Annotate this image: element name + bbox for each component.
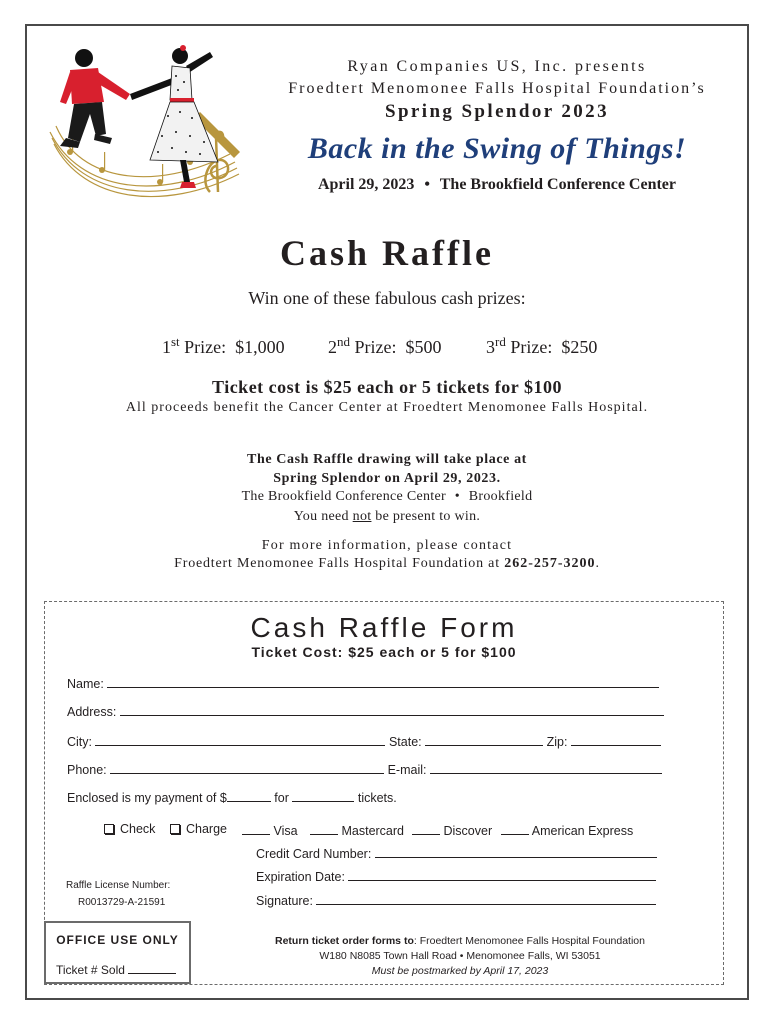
mastercard-blank[interactable] bbox=[310, 822, 338, 835]
card-visa[interactable] bbox=[242, 822, 298, 838]
form-subtitle: Ticket Cost: $25 each or 5 for $100 bbox=[251, 644, 517, 660]
phone-row bbox=[67, 761, 662, 777]
prize-ordinal: 1 bbox=[162, 337, 171, 357]
phone-label: Phone: bbox=[67, 763, 107, 777]
for-label: for bbox=[274, 791, 289, 805]
expiration-field[interactable] bbox=[348, 868, 656, 881]
prize-ordinal: 3 bbox=[486, 337, 495, 357]
city-row bbox=[67, 733, 661, 749]
signature-row bbox=[256, 892, 656, 908]
prize-suffix: st bbox=[171, 334, 180, 349]
drawing-city: Brookfield bbox=[468, 489, 533, 504]
visa-blank[interactable] bbox=[242, 822, 270, 835]
return-label: Return ticket order forms to bbox=[275, 935, 414, 947]
zip-label: Zip: bbox=[546, 735, 568, 749]
event-date: April 29, 2023 bbox=[317, 176, 415, 193]
foundation-line: Froedtert Menomonee Falls Hospital Foundation’s bbox=[288, 80, 706, 97]
city-field[interactable] bbox=[95, 733, 385, 746]
signature-label: Signature: bbox=[256, 894, 313, 908]
presence-post: be present to win. bbox=[375, 509, 481, 524]
postmark-deadline: Must be postmarked by April 17, 2023 bbox=[371, 965, 549, 977]
cash-raffle-title: Cash Raffle bbox=[280, 233, 494, 273]
info-period: . bbox=[595, 556, 600, 571]
prize-label: Prize: bbox=[510, 337, 553, 357]
card-amex[interactable] bbox=[501, 822, 633, 838]
cc-number-label: Credit Card Number: bbox=[256, 847, 372, 861]
proceeds-note: All proceeds benefit the Cancer Center at Froedtert Menomonee Falls Hospital. bbox=[125, 400, 649, 415]
state-field[interactable] bbox=[425, 733, 543, 746]
win-line: Win one of these fabulous cash prizes: bbox=[248, 288, 526, 308]
drawing-venue: The Brookfield Conference Center bbox=[241, 489, 446, 504]
city-label: City: bbox=[67, 735, 92, 749]
info-line-1: For more information, please contact bbox=[261, 538, 513, 553]
bullet-separator: • bbox=[424, 176, 431, 193]
prize-third bbox=[486, 334, 597, 358]
presence-note bbox=[25, 509, 749, 525]
card-mastercard[interactable] bbox=[310, 822, 404, 838]
discover-blank[interactable] bbox=[412, 822, 440, 835]
prize-label: Prize: bbox=[184, 337, 227, 357]
event-name: Spring Splendor 2023 bbox=[385, 101, 609, 122]
prize-suffix: nd bbox=[337, 334, 350, 349]
ticket-sold-label: Ticket # Sold bbox=[56, 963, 125, 977]
name-row bbox=[67, 675, 659, 691]
prize-label: Prize: bbox=[354, 337, 397, 357]
tickets-label: tickets. bbox=[357, 791, 397, 805]
cc-number-row bbox=[256, 845, 657, 861]
info-contact: Froedtert Menomonee Falls Hospital Foundation at bbox=[174, 556, 500, 571]
event-tagline: Back in the Swing of Things! bbox=[307, 132, 687, 165]
expiration-row bbox=[256, 868, 656, 884]
prize-ordinal: 2 bbox=[328, 337, 337, 357]
return-org: : Froedtert Menomonee Falls Hospital Foundation bbox=[413, 935, 645, 947]
drawing-line-1: The Cash Raffle drawing will take place at bbox=[247, 452, 527, 467]
event-date-line bbox=[262, 176, 732, 194]
swing-dancers-logo bbox=[40, 42, 250, 200]
email-label: E-mail: bbox=[387, 763, 427, 777]
female-dancer bbox=[130, 45, 218, 188]
address-label: Address: bbox=[67, 705, 117, 719]
license-label: Raffle License Number: bbox=[66, 880, 171, 891]
check-label: Check bbox=[120, 822, 156, 836]
ticket-sold-row bbox=[56, 961, 176, 977]
ticket-quantity-field[interactable] bbox=[292, 789, 354, 802]
signature-field[interactable] bbox=[316, 892, 656, 905]
charge-checkbox[interactable] bbox=[170, 824, 180, 834]
payment-amount-field[interactable] bbox=[227, 789, 271, 802]
check-checkbox[interactable] bbox=[104, 824, 114, 834]
contact-phone: 262-257-3200 bbox=[504, 556, 596, 571]
office-use-heading: OFFICE USE ONLY bbox=[56, 933, 179, 947]
presenter-line: Ryan Companies US, Inc. presents bbox=[347, 58, 647, 75]
amex-blank[interactable] bbox=[501, 822, 529, 835]
return-instructions bbox=[250, 935, 670, 947]
zip-field[interactable] bbox=[571, 733, 661, 746]
info-line-2 bbox=[25, 556, 749, 572]
form-title: Cash Raffle Form bbox=[250, 612, 518, 643]
check-option[interactable] bbox=[104, 822, 155, 836]
presence-pre: You need bbox=[293, 509, 349, 524]
bullet-separator: • bbox=[454, 489, 460, 504]
prize-suffix: rd bbox=[495, 334, 506, 349]
state-label: State: bbox=[388, 735, 422, 749]
prize-second bbox=[328, 334, 442, 358]
mastercard-label: Mastercard bbox=[341, 824, 405, 838]
prize-first bbox=[162, 334, 285, 358]
event-venue: The Brookfield Conference Center bbox=[439, 176, 677, 193]
address-field[interactable] bbox=[120, 703, 664, 716]
prize-amount: $250 bbox=[561, 337, 598, 357]
charge-label: Charge bbox=[186, 822, 227, 836]
ticket-cost: Ticket cost is $25 each or 5 tickets for $100 bbox=[212, 377, 562, 397]
name-label: Name: bbox=[67, 677, 104, 691]
return-address: W180 N8085 Town Hall Road • Menomonee Falls, WI 53051 bbox=[319, 950, 601, 962]
expiration-label: Expiration Date: bbox=[256, 870, 345, 884]
prize-amount: $500 bbox=[405, 337, 442, 357]
male-dancer bbox=[60, 49, 130, 148]
phone-field[interactable] bbox=[110, 761, 384, 774]
amex-label: American Express bbox=[531, 824, 634, 838]
card-discover[interactable] bbox=[412, 822, 492, 838]
office-use-box bbox=[44, 921, 191, 984]
visa-label: Visa bbox=[273, 824, 298, 838]
cc-number-field[interactable] bbox=[375, 845, 657, 858]
prize-list bbox=[0, 334, 770, 364]
address-row bbox=[67, 703, 664, 719]
name-field[interactable] bbox=[107, 675, 659, 688]
license-number: R0013729-A-21591 bbox=[78, 897, 166, 908]
prize-amount: $1,000 bbox=[235, 337, 285, 357]
charge-option[interactable] bbox=[170, 822, 227, 836]
ticket-sold-field[interactable] bbox=[128, 961, 176, 974]
discover-label: Discover bbox=[443, 824, 493, 838]
drawing-location bbox=[25, 489, 749, 505]
enclosed-label: Enclosed is my payment of $ bbox=[67, 791, 227, 805]
payment-row bbox=[67, 789, 397, 805]
drawing-line-2: Spring Splendor on April 29, 2023. bbox=[273, 471, 501, 486]
presence-not: not bbox=[352, 509, 372, 524]
email-field[interactable] bbox=[430, 761, 662, 774]
